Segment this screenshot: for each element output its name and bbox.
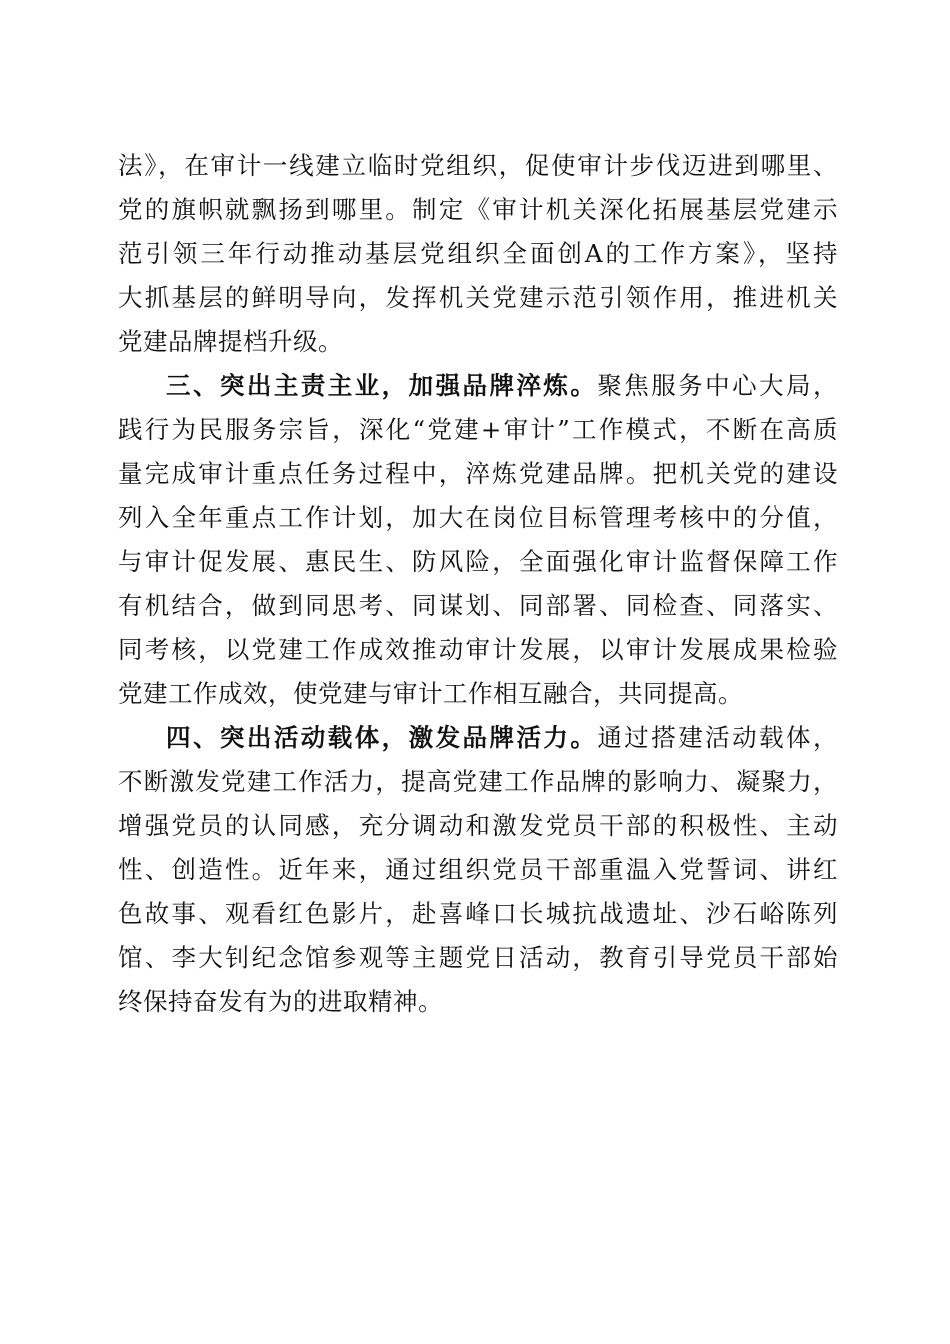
section-four-line-3: 增强党员的认同感，充分调动和激发党员干部的积极性、主动: [118, 811, 838, 840]
section-three-first-line: [166, 369, 838, 403]
section-four-lead-text: 通过搭建活动载体，: [597, 723, 839, 752]
section-four-heading: 四、突出活动载体，激发品牌活力。: [166, 723, 598, 752]
section-three-line-2: 践行为民服务宗旨，深化“党建+审计”工作模式，不断在高质: [118, 415, 838, 444]
section-four-first-line: [166, 721, 838, 755]
section-four-line-5: 色故事、观看红色影片，赴喜峰口长城抗战遗址、沙石峪陈列: [118, 899, 838, 928]
section-three-line-3: 量完成审计重点任务过程中，淬炼党建品牌。把机关党的建设: [118, 459, 838, 488]
section-four-line-7: 终保持奋发有为的进取精神。: [118, 987, 443, 1016]
section-three-line-6: 有机结合，做到同思考、同谋划、同部署、同检查、同落实、: [118, 591, 838, 620]
section-four-line-6: 馆、李大钊纪念馆参观等主题党日活动，教育引导党员干部始: [118, 943, 838, 972]
paragraph-1-line-2: 党的旗帜就飘扬到哪里。制定《审计机关深化拓展基层党建示: [118, 195, 838, 224]
section-three-line-4: 列入全年重点工作计划，加大在岗位目标管理考核中的分值，: [118, 503, 838, 532]
section-four-line-2: 不断激发党建工作活力，提高党建工作品牌的影响力、凝聚力，: [118, 767, 838, 796]
paragraph-1-line-5: 党建品牌提档升级。: [118, 327, 343, 356]
section-three-line-8: 党建工作成效，使党建与审计工作相互融合，共同提高。: [118, 679, 743, 708]
paragraph-1-line-4: 大抓基层的鲜明导向，发挥机关党建示范引领作用，推进机关: [118, 283, 838, 312]
section-three-line-7: 同考核，以党建工作成效推动审计发展，以审计发展成果检验: [118, 635, 838, 664]
section-four-line-4: 性、创造性。近年来，通过组织党员干部重温入党誓词、讲红: [118, 855, 838, 884]
section-three-line-5: 与审计促发展、惠民生、防风险，全面强化审计监督保障工作: [118, 547, 838, 576]
section-three-heading: 三、突出主责主业，加强品牌淬炼。: [166, 371, 598, 400]
section-three-lead-text: 聚焦服务中心大局，: [597, 371, 839, 400]
paragraph-1-line-3: 范引领三年行动推动基层党组织全面创A的工作方案》，坚持: [118, 239, 838, 268]
paragraph-1-line-1: 法》，在审计一线建立临时党组织，促使审计步伐迈进到哪里、: [118, 151, 838, 180]
